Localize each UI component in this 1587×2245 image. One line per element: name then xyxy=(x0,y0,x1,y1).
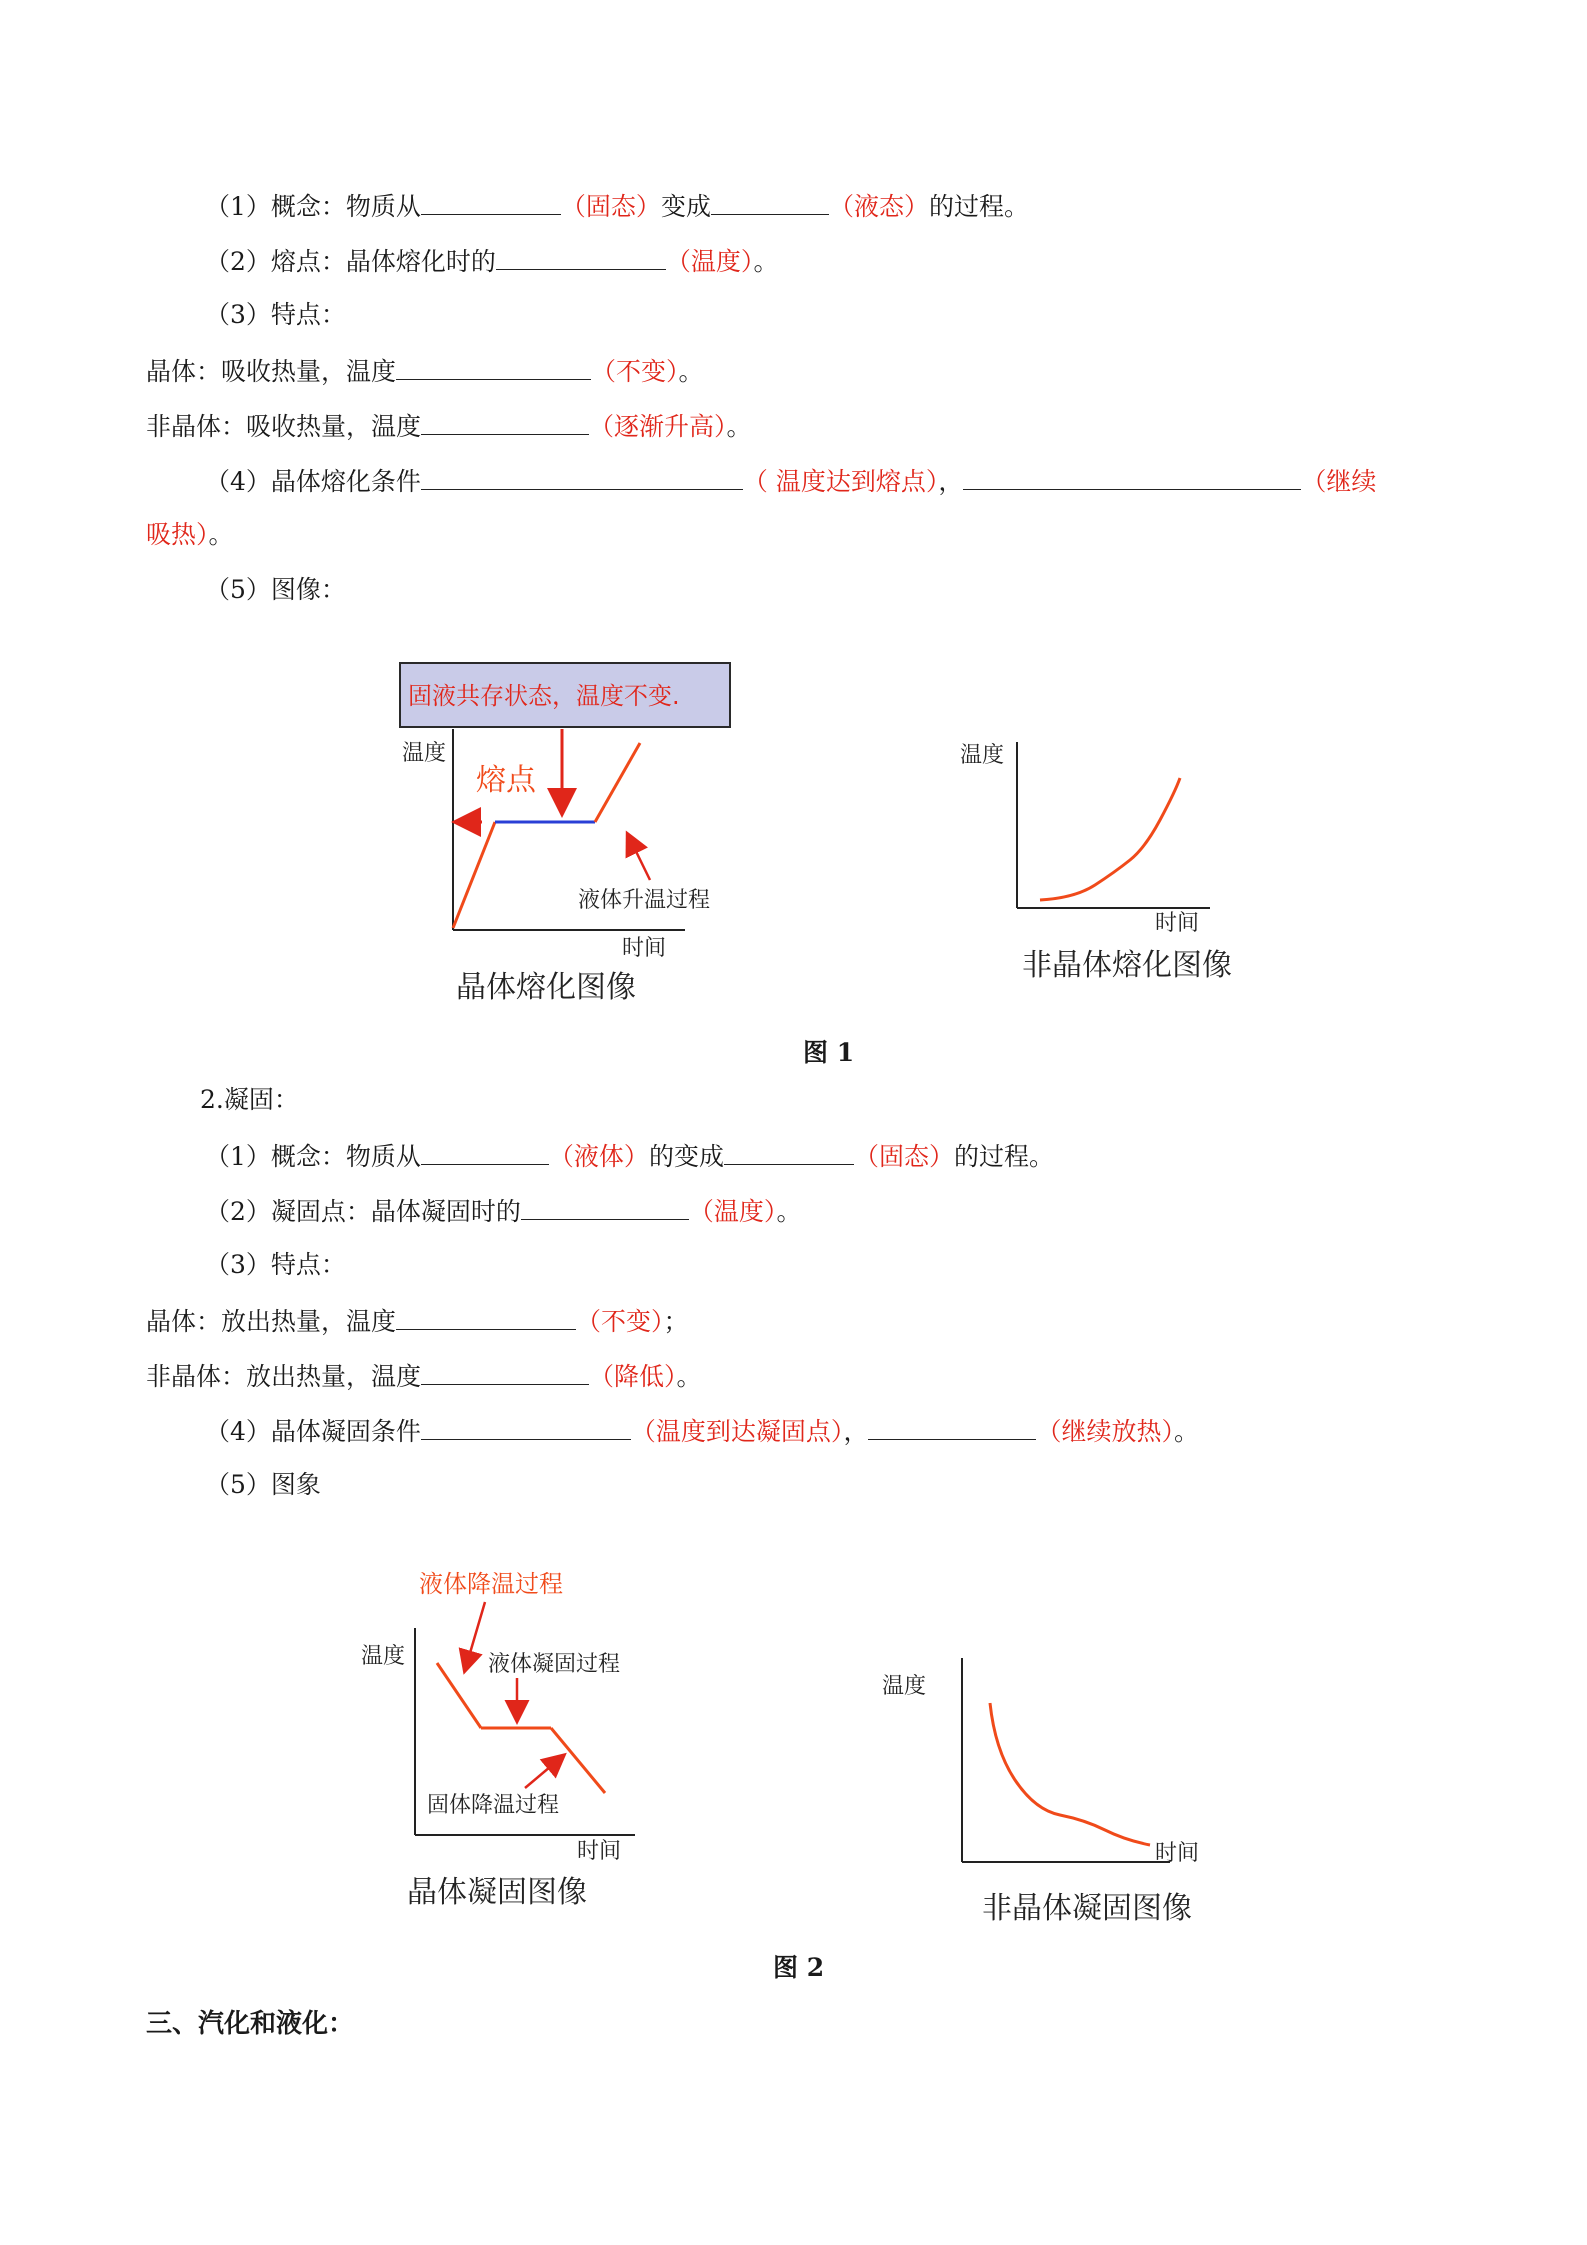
melting-graph-line xyxy=(205,575,346,605)
answer: （不变） xyxy=(576,1307,664,1336)
text: 晶体：吸收热量，温度 xyxy=(146,357,397,386)
text: 。 xyxy=(776,1197,802,1226)
solidification-title xyxy=(200,1085,299,1115)
melting-point-line xyxy=(205,245,778,277)
amorphous-solidification-graph xyxy=(870,1640,1230,1930)
answer: （液体） xyxy=(548,1142,649,1171)
section-heading: 三、汽化和液化： xyxy=(146,2009,355,2039)
text: 。 xyxy=(208,520,234,549)
solidification-crystal-line xyxy=(146,1305,689,1337)
melting-point-label: 熔点 xyxy=(476,763,536,798)
melting-curve xyxy=(1040,778,1180,900)
answer: （不变） xyxy=(591,357,679,386)
x-axis-label: 时间 xyxy=(622,936,667,961)
melting-condition-line xyxy=(205,465,1376,497)
figure-caption: 晶体凝固图像 xyxy=(407,1875,587,1910)
blank xyxy=(521,1195,689,1220)
blank xyxy=(868,1415,1036,1440)
blank xyxy=(421,1140,549,1165)
y-axis-label: 温度 xyxy=(882,1674,927,1699)
text: 。 xyxy=(753,247,779,276)
text: （5）图象 xyxy=(205,1470,321,1499)
text: 非晶体：放出热量，温度 xyxy=(146,1362,422,1391)
answer: （温度） xyxy=(665,247,754,276)
answer: 吸热） xyxy=(146,520,209,549)
x-axis-label: 时间 xyxy=(577,1839,622,1864)
text: （2）熔点：晶体熔化时的 xyxy=(205,247,496,276)
ann-top-arrow xyxy=(465,1602,485,1670)
text: 的过程。 xyxy=(953,1142,1054,1171)
text: （4）晶体凝固条件 xyxy=(205,1417,421,1446)
blank xyxy=(963,465,1301,490)
answer: （固态） xyxy=(853,1142,954,1171)
blank xyxy=(421,465,743,490)
text: 。 xyxy=(1173,1417,1199,1446)
solidification-graph-line xyxy=(205,1470,321,1500)
melting-crystal-line xyxy=(146,355,704,387)
solidification-point-line xyxy=(205,1195,801,1227)
blank xyxy=(496,245,666,270)
solidification-amorphous-line xyxy=(146,1360,702,1392)
text: （5）图像： xyxy=(205,575,346,604)
crystal-solidification-graph xyxy=(355,1560,685,1920)
blank xyxy=(724,1140,854,1165)
y-axis-label: 温度 xyxy=(361,1644,406,1669)
text: 的过程。 xyxy=(928,192,1029,221)
text: （2）凝固点：晶体凝固时的 xyxy=(205,1197,521,1226)
answer: （降低） xyxy=(589,1362,677,1391)
blank xyxy=(421,410,589,435)
text: 。 xyxy=(678,357,704,386)
annotation-arrow xyxy=(628,835,650,880)
text: （1）概念：物质从 xyxy=(205,192,421,221)
answer: （温度到达凝固点） xyxy=(630,1417,844,1446)
solid-cooling-label: 固体降温过程 xyxy=(427,1793,560,1818)
text: 非晶体：吸收热量，温度 xyxy=(146,412,422,441)
figure-caption: 非晶体熔化图像 xyxy=(1022,948,1232,983)
solidification-condition-line xyxy=(205,1415,1199,1447)
blank xyxy=(711,190,829,215)
solidification-curve xyxy=(990,1703,1150,1845)
text: 的变成 xyxy=(648,1142,724,1171)
blank xyxy=(421,1415,631,1440)
solid-heating-segment xyxy=(453,822,495,928)
text: （3）特点： xyxy=(205,1250,346,1279)
crystal-melting-graph xyxy=(390,655,750,1015)
text: 2.凝固： xyxy=(200,1085,299,1114)
text: 。 xyxy=(676,1362,702,1391)
text: （1）概念：物质从 xyxy=(205,1142,421,1171)
figure-2-label: 图 2 xyxy=(773,1953,825,1982)
solidification-concept-line xyxy=(205,1140,1054,1172)
text: 。 xyxy=(726,412,752,441)
text: （4）晶体熔化条件 xyxy=(205,467,421,496)
banner-text: 固液共存状态，温度不变. xyxy=(408,682,680,710)
blank xyxy=(421,190,561,215)
text: （3）特点： xyxy=(205,300,346,329)
melting-features-line xyxy=(205,300,346,330)
solidification-features-line xyxy=(205,1250,346,1280)
ann-bottom-arrow xyxy=(525,1756,563,1788)
text: ； xyxy=(663,1307,689,1336)
y-axis-label: 温度 xyxy=(960,743,1005,768)
melting-condition-line-cont xyxy=(146,520,234,550)
liquid-cooling-label: 液体降温过程 xyxy=(419,1570,563,1598)
text: 变成 xyxy=(660,192,711,221)
figure-caption: 非晶体凝固图像 xyxy=(982,1891,1192,1926)
answer: （ 温度达到熔点） xyxy=(742,467,939,496)
answer: （继续放热） xyxy=(1036,1417,1174,1446)
answer: （逐渐升高） xyxy=(589,412,727,441)
text: 晶体：放出热量，温度 xyxy=(146,1307,397,1336)
text: ， xyxy=(843,1417,869,1446)
liquid-heating-segment xyxy=(595,743,640,822)
liquid-heating-label: 液体升温过程 xyxy=(578,888,711,913)
figure-1-label: 图 1 xyxy=(803,1038,855,1067)
text: ， xyxy=(938,467,964,496)
answer: （继续 xyxy=(1301,467,1377,496)
answer: （固态） xyxy=(560,192,661,221)
x-axis-label: 时间 xyxy=(1155,911,1200,936)
blank xyxy=(396,1305,576,1330)
blank xyxy=(396,355,591,380)
x-axis-label: 时间 xyxy=(1155,1841,1200,1866)
answer: （温度） xyxy=(688,1197,777,1226)
liquid-cooling-segment xyxy=(437,1663,481,1728)
amorphous-melting-graph xyxy=(945,730,1275,1000)
melting-amorphous-line xyxy=(146,410,752,442)
melting-concept-line xyxy=(205,190,1029,222)
figure-caption: 晶体熔化图像 xyxy=(456,970,636,1005)
answer: （液态） xyxy=(828,192,929,221)
y-axis-label: 温度 xyxy=(402,741,447,766)
liquid-solidifying-label: 液体凝固过程 xyxy=(488,1652,621,1677)
blank xyxy=(421,1360,589,1385)
